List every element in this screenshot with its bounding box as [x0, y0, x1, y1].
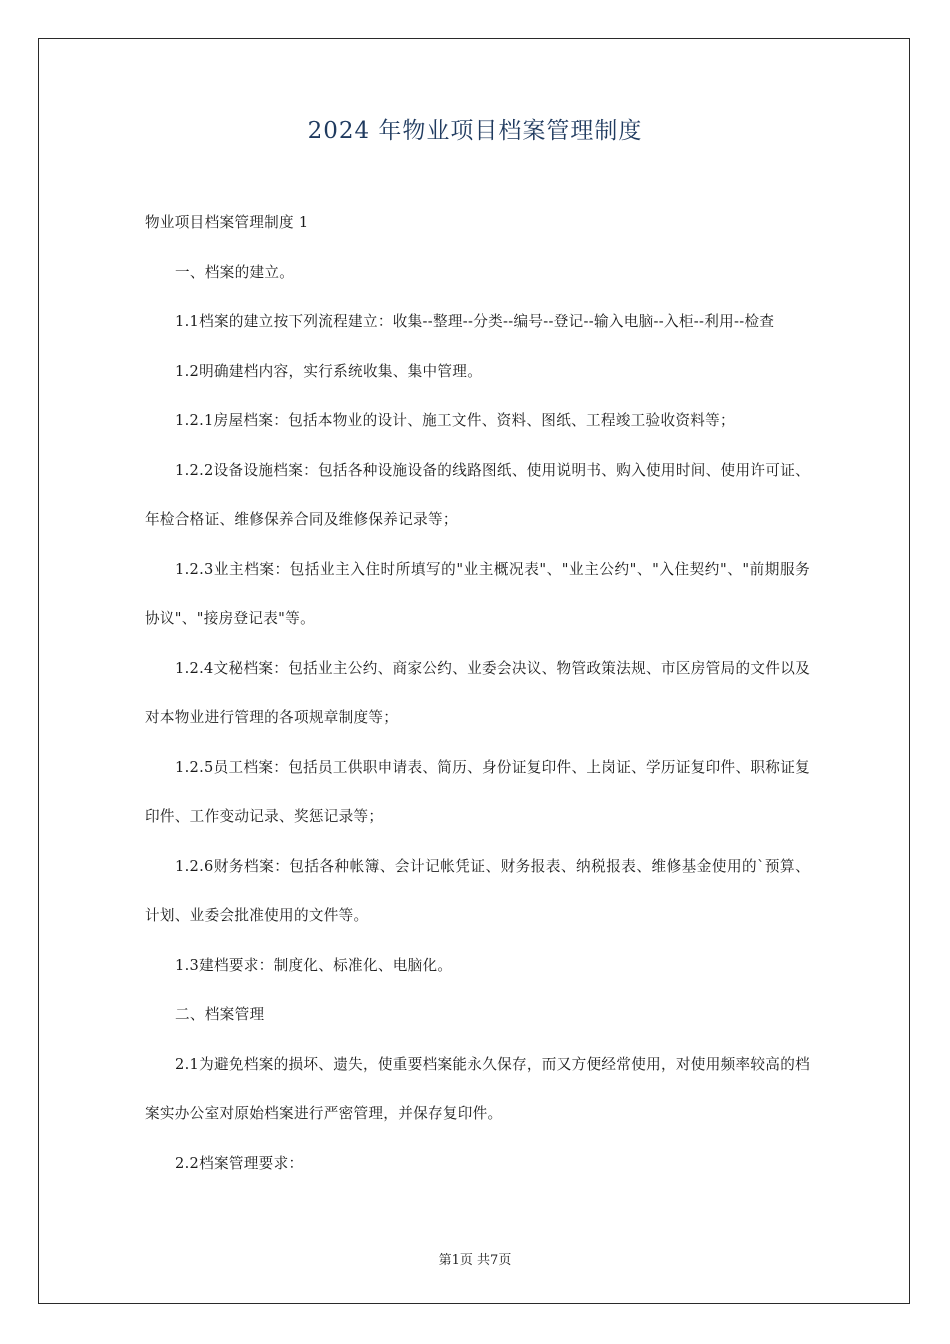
- paragraph: 1.1档案的建立按下列流程建立：收集--整理--分类--编号--登记--输入电脑--入柜--利用--检查: [175, 313, 775, 330]
- paragraph: 2.2档案管理要求：: [175, 1154, 304, 1172]
- document-title: 2024 年物业项目档案管理制度: [307, 118, 643, 144]
- paragraph: 1.2.3业主档案：包括业主入住时所填写的"业主概况表"、"业主公约"、"入住契约"、"前期服务协议"、"接房登记表"等。: [145, 560, 810, 627]
- paragraph: 物业项目档案管理制度 1: [145, 214, 309, 231]
- paragraph: 1.2.4文秘档案：包括业主公约、商家公约、业委会决议、物管政策法规、市区房管局的文件以及对本物业进行管理的各项规章制度等；: [145, 659, 810, 726]
- paragraph: 二、档案管理: [175, 1006, 265, 1023]
- paragraph: 1.2.6财务档案：包括各种帐簿、会计记帐凭证、财务报表、纳税报表、维修基金使用的`预算、计划、业委会批准使用的文件等。: [145, 857, 810, 924]
- paragraph: 1.3建档要求：制度化、标准化、电脑化。: [175, 956, 453, 974]
- paragraph: 1.2.1房屋档案：包括本物业的设计、施工文件、资料、图纸、工程竣工验收资料等；: [175, 412, 735, 429]
- page-footer: 第1页 共7页: [438, 1253, 512, 1268]
- paragraph: 1.2.2设备设施档案：包括各种设施设备的线路图纸、使用说明书、购入使用时间、使用许可证、年检合格证、维修保养合同及维修保养记录等；: [145, 461, 810, 528]
- paragraph: 2.1为避免档案的损坏、遗失，使重要档案能永久保存，而又方便经常使用，对使用频率较高的档案实办公室对原始档案进行严密管理，并保存复印件。: [145, 1055, 810, 1122]
- document-body: [145, 198, 810, 1188]
- paragraph: 一、档案的建立。: [175, 263, 295, 281]
- paragraph: 1.2.5员工档案：包括员工供职申请表、简历、身份证复印件、上岗证、学历证复印件、职称证复印件、工作变动记录、奖惩记录等；: [145, 758, 810, 825]
- paragraph: 1.2明确建档内容，实行系统收集、集中管理。: [175, 362, 483, 380]
